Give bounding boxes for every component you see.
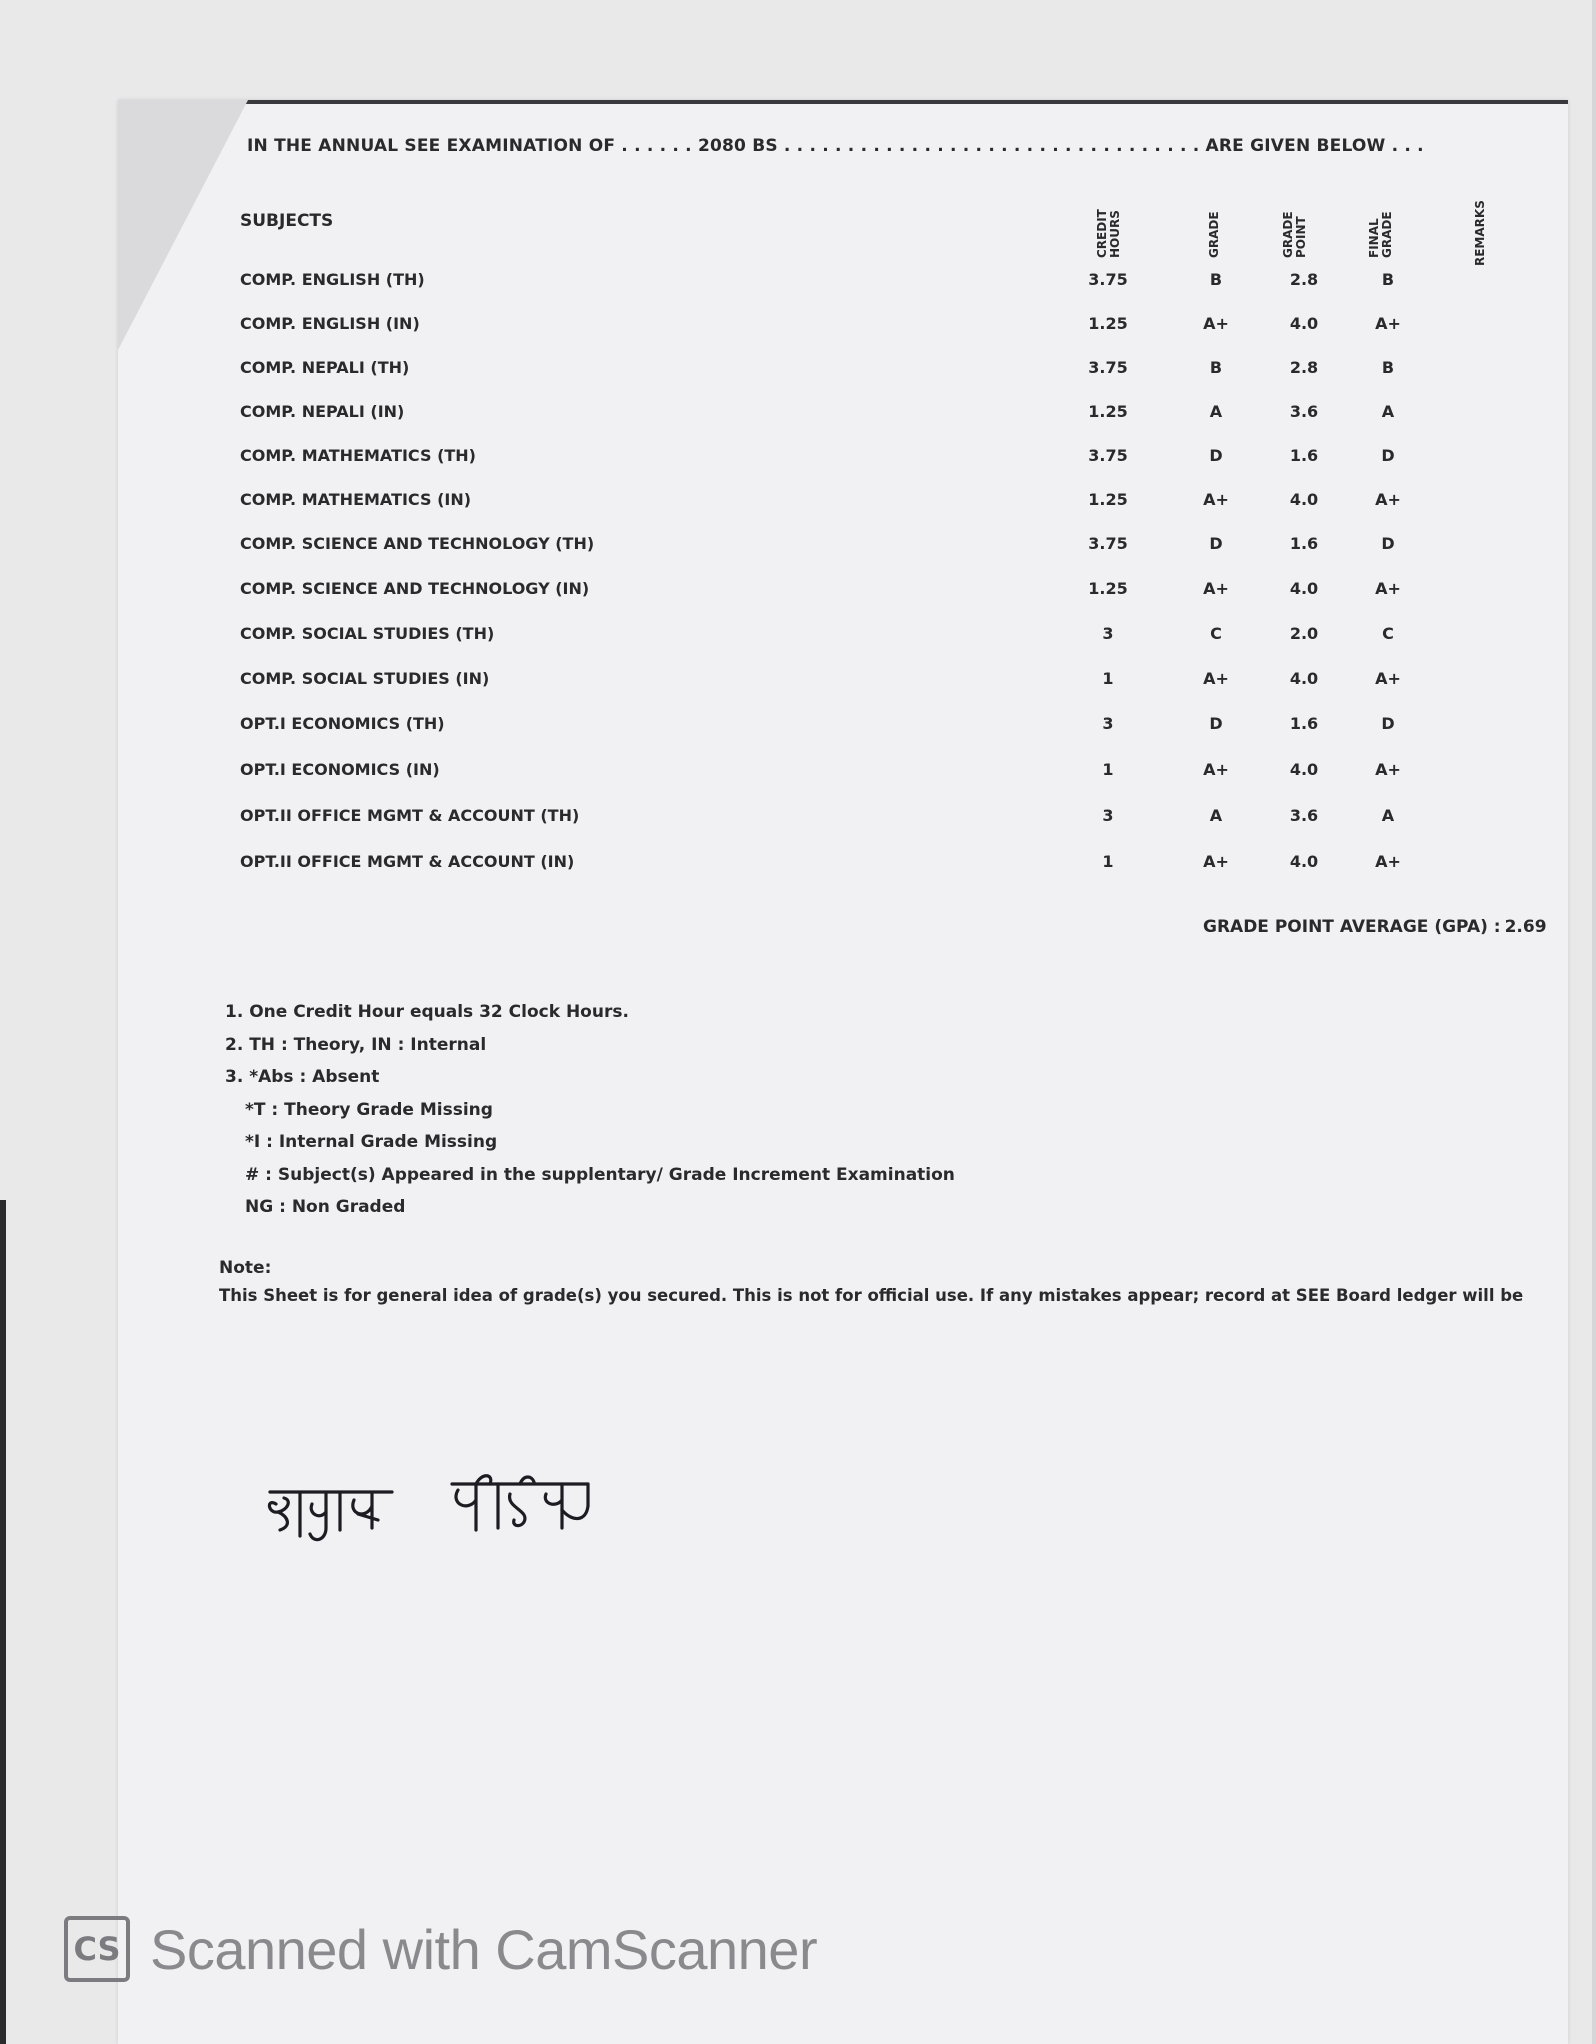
point-cell: 4.0 [1289,579,1319,598]
grade-cell: A+ [1203,579,1229,598]
scan-edge-right [1592,0,1596,2044]
final-grade-cell: B [1381,270,1395,289]
handwritten-signature [262,1470,602,1550]
table-row [0,314,1450,354]
subject-cell: COMP. ENGLISH (TH) [240,270,425,289]
final-grade-cell: A+ [1375,490,1401,509]
subject-cell: COMP. MATHEMATICS (IN) [240,490,472,509]
subject-cell: COMP. SCIENCE AND TECHNOLOGY (TH) [240,534,595,553]
subject-cell: COMP. NEPALI (TH) [240,358,410,377]
table-row [0,852,1450,892]
credit-cell: 3 [1102,624,1114,643]
point-cell: 3.6 [1289,806,1319,825]
grade-cell: B [1209,358,1223,377]
legend-item: 3. *Abs : Absent [225,1067,380,1087]
scan-edge-left [0,1200,6,2044]
sheet-top-border [118,100,1568,104]
table-row [0,446,1450,486]
subject-cell: COMP. MATHEMATICS (TH) [240,446,476,465]
final-grade-cell: A+ [1375,314,1401,333]
credit-cell: 3.75 [1088,446,1128,465]
col-head-remarks: REMARKS [1473,200,1487,266]
point-cell: 4.0 [1289,852,1319,871]
legend-item: 1. One Credit Hour equals 32 Clock Hours. [225,1002,629,1022]
gpa-summary [1203,917,1547,937]
final-grade-cell: A [1381,806,1395,825]
grade-cell: A [1209,402,1223,421]
grade-cell: C [1210,624,1222,643]
col-head-subjects: SUBJECTS [240,211,334,231]
subject-cell: OPT.II OFFICE MGMT & ACCOUNT (TH) [240,806,580,825]
subject-cell: COMP. SOCIAL STUDIES (IN) [240,669,490,688]
point-cell: 3.6 [1289,402,1319,421]
credit-cell: 3.75 [1088,534,1128,553]
point-cell: 4.0 [1289,314,1319,333]
legend-item: # : Subject(s) Appeared in the supplentary/ Grade Increment Examination [245,1164,955,1185]
table-row [0,624,1450,664]
grade-cell: D [1209,534,1223,553]
point-cell: 4.0 [1289,669,1319,688]
legend-item: 2. TH : Theory, IN : Internal [225,1034,487,1055]
final-grade-cell: C [1382,624,1394,643]
point-cell: 1.6 [1289,534,1319,553]
point-cell: 4.0 [1289,490,1319,509]
grade-cell: D [1209,714,1223,733]
final-grade-cell: A+ [1375,760,1401,779]
credit-cell: 3.75 [1088,270,1128,289]
col-head-credit-hours: CREDIT HOURS [1095,209,1122,258]
table-row [0,358,1450,398]
grade-cell: A+ [1203,490,1229,509]
grade-cell: B [1209,270,1223,289]
note-text: This Sheet is for general idea of grade(s) you secured. This is not for official use. If any mistakes appear; record at SEE Board ledger will be [219,1286,1524,1305]
legend-item: *I : Internal Grade Missing [245,1132,498,1152]
col-head-grade-point: GRADE POINT [1281,211,1308,258]
point-cell: 2.0 [1289,624,1319,643]
grade-cell: D [1209,446,1223,465]
col-head-final-grade: FINAL GRADE [1367,211,1394,258]
final-grade-cell: A+ [1375,852,1401,871]
grade-cell: A+ [1203,669,1229,688]
camscanner-watermark [64,1916,817,1982]
table-row [0,669,1450,709]
final-grade-cell: D [1381,446,1395,465]
final-grade-cell: A+ [1375,579,1401,598]
final-grade-cell: D [1381,714,1395,733]
grade-cell: A+ [1203,852,1229,871]
table-row [0,760,1450,800]
subject-cell: COMP. NEPALI (IN) [240,402,405,421]
col-head-grade: GRADE [1207,211,1221,258]
table-row [0,714,1450,754]
credit-cell: 1 [1102,669,1114,688]
legend-list [225,996,955,1224]
gpa-value: 2.69 [1504,917,1547,937]
credit-cell: 1.25 [1088,314,1128,333]
credit-cell: 1 [1102,852,1114,871]
point-cell: 4.0 [1289,760,1319,779]
credit-cell: 3.75 [1088,358,1128,377]
subject-cell: OPT.II OFFICE MGMT & ACCOUNT (IN) [240,852,575,871]
point-cell: 1.6 [1289,714,1319,733]
folded-corner [118,100,248,350]
final-grade-cell: D [1381,534,1395,553]
table-row [0,534,1450,574]
table-row [0,579,1450,619]
point-cell: 2.8 [1289,270,1319,289]
note-title: Note: [219,1258,272,1278]
legend-item: *T : Theory Grade Missing [245,1099,493,1120]
credit-cell: 3 [1102,806,1114,825]
subject-cell: COMP. SOCIAL STUDIES (TH) [240,624,495,643]
grade-cell: A+ [1203,314,1229,333]
table-row [0,806,1450,846]
subject-cell: COMP. SCIENCE AND TECHNOLOGY (IN) [240,579,590,598]
grade-cell: A+ [1203,760,1229,779]
subject-cell: OPT.I ECONOMICS (IN) [240,760,440,779]
exam-heading: IN THE ANNUAL SEE EXAMINATION OF . . . . . . 2080 BS . . . . . . . . . . . . . . . . . . . . . . . . . . . . . . . . . ARE GIVEN BELOW . . . [247,136,1424,156]
subject-cell: COMP. ENGLISH (IN) [240,314,420,333]
watermark-text: Scanned with CamScanner [150,1917,818,1981]
table-row [0,270,1450,310]
final-grade-cell: A [1381,402,1395,421]
point-cell: 1.6 [1289,446,1319,465]
legend-item: NG : Non Graded [245,1197,406,1217]
subject-cell: OPT.I ECONOMICS (TH) [240,714,445,733]
credit-cell: 3 [1102,714,1114,733]
final-grade-cell: A+ [1375,669,1401,688]
credit-cell: 1 [1102,760,1114,779]
camscanner-logo: CS [64,1916,130,1982]
credit-cell: 1.25 [1088,402,1128,421]
final-grade-cell: B [1381,358,1395,377]
table-row [0,402,1450,442]
grade-cell: A [1209,806,1223,825]
credit-cell: 1.25 [1088,490,1128,509]
point-cell: 2.8 [1289,358,1319,377]
gpa-label: GRADE POINT AVERAGE (GPA) : [1203,917,1501,937]
credit-cell: 1.25 [1088,579,1128,598]
table-row [0,490,1450,530]
